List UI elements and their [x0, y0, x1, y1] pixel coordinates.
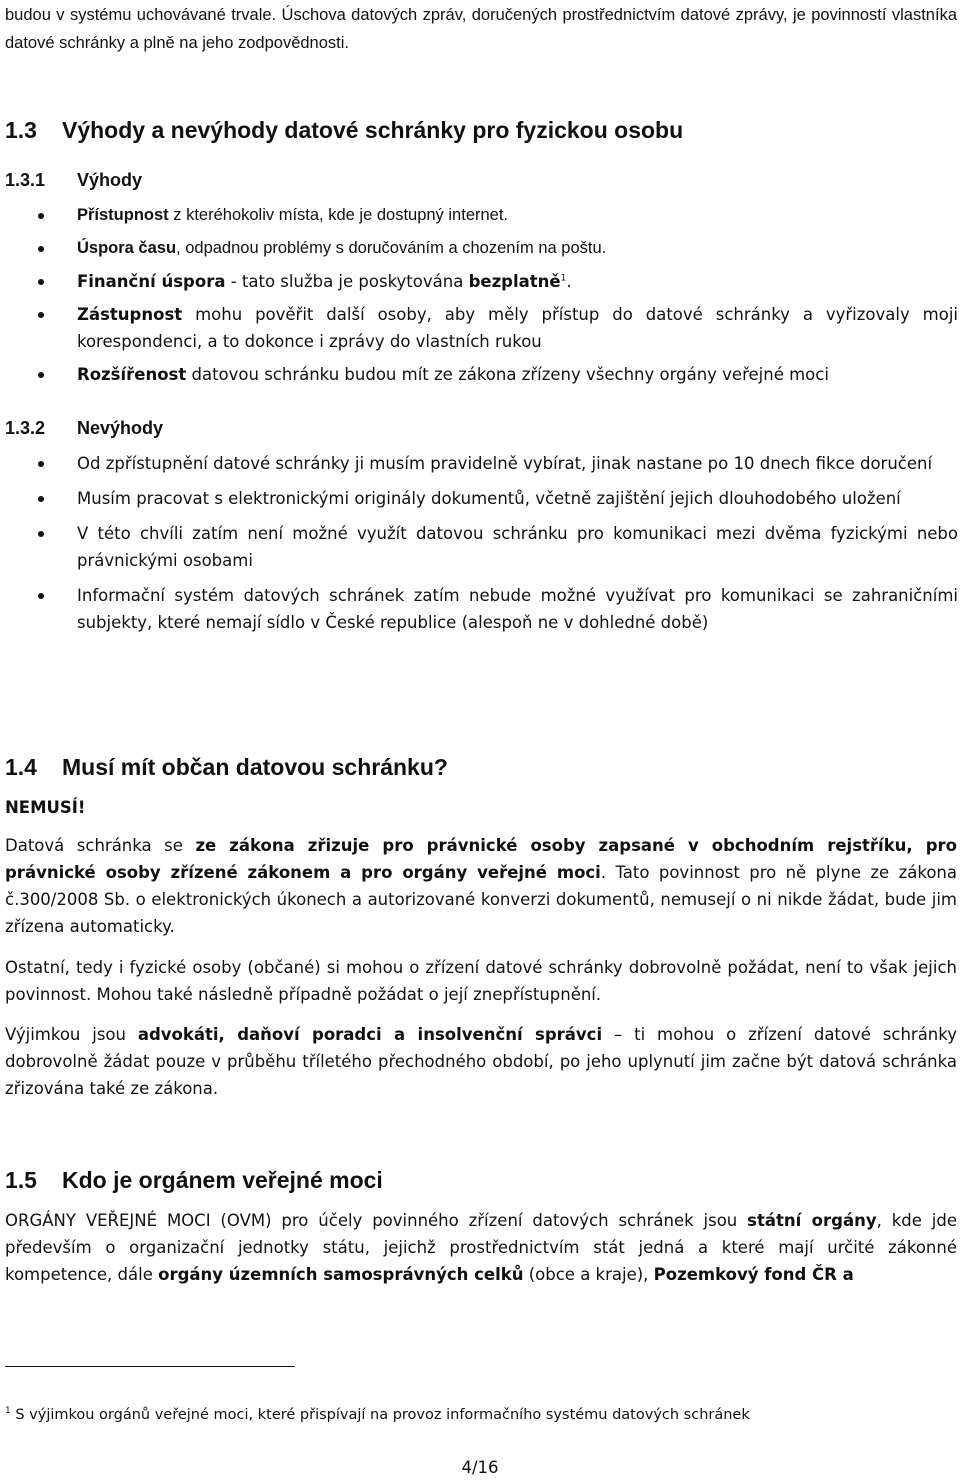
- page-number: 4/16: [461, 1458, 499, 1477]
- list-item: Informační systém datových schránek zatím nebude možné využívat pro komunikaci se zahraničními subjekty, které nemají sídlo v České republice (alespoň ne v dohledné době): [38, 582, 958, 636]
- list-item: V této chvíli zatím není možné využít datovou schránku pro komunikaci mezi dvěma fyzickými nebo právnickými osobami: [38, 520, 958, 574]
- section-heading-1-5: [5, 1167, 383, 1194]
- footnote-separator: [5, 1366, 295, 1367]
- subsection-title: Výhody: [77, 170, 143, 190]
- disadvantages-list: [38, 450, 958, 636]
- subsection-title: Nevýhody: [77, 418, 164, 438]
- bullet-icon: [38, 461, 44, 467]
- bullet-icon: [38, 279, 44, 285]
- subsection-number: 1.3.1: [5, 170, 46, 190]
- bullet-icon: [38, 593, 44, 599]
- subsection-number: 1.3.2: [5, 418, 46, 438]
- intro-line-2: zprávy, je povinností vlastníka datové schránky a plně na jeho zodpovědnosti.: [5, 6, 957, 52]
- paragraph: ORGÁNY VEŘEJNÉ MOCI (OVM) pro účely povinného zřízení datových schránek jsou státní orgány, kde jde především o organizační jednotky státu, jejichž prostřednictvím stát jedná a které mají určité zákonné kompetence, dále orgány územních samosprávných celků (obce a kraje), Pozemkový fond ČR a: [5, 1211, 957, 1284]
- list-item: Zástupnost mohu pověřit další osoby, aby měly přístup do datové schránky a vyřizovaly moji korespondenci, a to dokonce i zprávy do vlastních rukou: [38, 301, 958, 355]
- footnote-marker: 1: [560, 273, 567, 284]
- subsection-heading-1-3-2: [5, 418, 163, 439]
- list-item: Musím pracovat s elektronickými originály dokumentů, včetně zajištění jejich dlouhodobého uložení: [38, 485, 958, 512]
- section-title: Výhody a nevýhody datové schránky pro fyzickou osobu: [62, 117, 684, 143]
- list-item: Rozšířenost datovou schránku budou mít ze zákona zřízeny všechny orgány veřejné moci: [38, 361, 958, 388]
- list-item: Přístupnost z kteréhokoliv místa, kde je dostupný internet.: [38, 202, 958, 229]
- subsection-heading-1-3-1: [5, 170, 142, 191]
- footnote-text: S výjimkou orgánů veřejné moci, které přispívají na provoz informačního systému datových schránek: [10, 1407, 750, 1423]
- footnote-number: 1: [5, 1406, 11, 1417]
- bullet-icon: [38, 531, 44, 537]
- section-number: 1.3: [5, 117, 37, 143]
- paragraph: Výjimkou jsou advokáti, daňoví poradci a insolvenční správci – ti mohou o zřízení datové schránky dobrovolně žádat pouze v průběhu tříletého přechodného období, po jeho uplynutí jim začne být datová schránka zřizována také ze zákona.: [5, 1025, 957, 1098]
- bullet-icon: [38, 372, 44, 378]
- section-heading-1-4: [5, 754, 448, 781]
- advantages-list: [38, 202, 958, 388]
- section-title: Musí mít občan datovou schránku?: [62, 754, 448, 780]
- list-item: Finanční úspora - tato služba je poskytována bezplatně$^1$.: [38, 268, 958, 295]
- paragraph: Datová schránka se ze zákona zřizuje pro právnické osoby zapsané v obchodním rejstříku, pro právnické osoby zřízené zákonem a pro orgány veřejné moci. Tato povinnost pro ně plyne ze zákona č.300/2008 Sb. o elektronických úkonech a autorizované konverzi dokumentů, nemusejí o ni nikde žádat, bude jim zřízena automaticky.: [5, 836, 957, 936]
- section-title: Kdo je orgánem veřejné moci: [62, 1167, 383, 1193]
- section-heading-1-3: [5, 117, 683, 144]
- section-number: 1.5: [5, 1167, 37, 1193]
- section-number: 1.4: [5, 754, 37, 780]
- intro-paragraph: [5, 1, 957, 57]
- bullet-icon: [38, 213, 44, 219]
- footnote: [5, 1407, 750, 1423]
- bullet-icon: [38, 246, 44, 252]
- paragraph: Ostatní, tedy i fyzické osoby (občané) si mohou o zřízení datové schránky dobrovolně požádat, není to však jejich povinnost. Mohou také následně případně požádat o její znepřístupnění.: [5, 958, 957, 1004]
- bullet-icon: [38, 312, 44, 318]
- answer-text: NEMUSÍ!: [5, 798, 86, 817]
- list-item: Úspora času, odpadnou problémy s doručováním a chozením na poštu.: [38, 235, 958, 262]
- list-item: Od zpřístupnění datové schránky ji musím pravidelně vybírat, jinak nastane po 10 dnech fikce doručení: [38, 450, 958, 477]
- bullet-icon: [38, 496, 44, 502]
- intro-line-1: budou v systému uchovávané trvale. Úschova datových zpráv, doručených prostřednictvím datové: [5, 6, 731, 24]
